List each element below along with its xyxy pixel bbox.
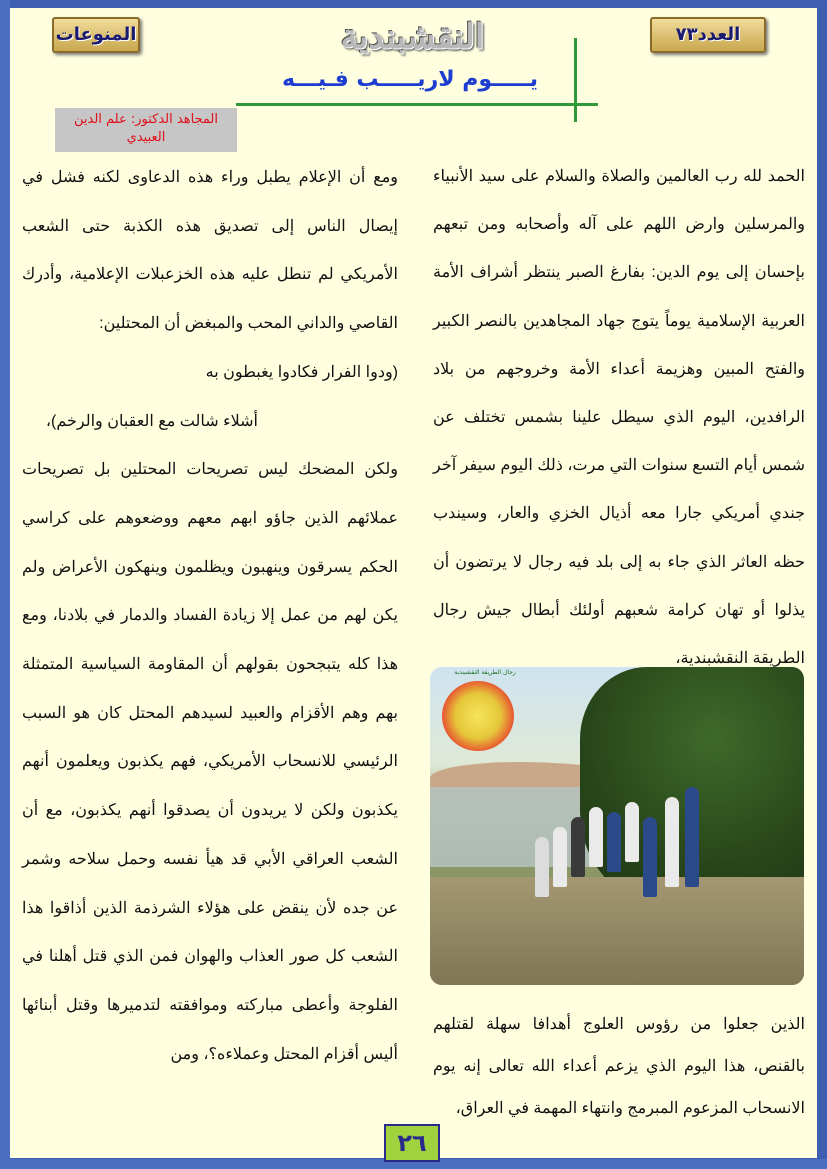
section-badge: المنوعات bbox=[52, 17, 140, 53]
paragraph: ومع أن الإعلام يطبل وراء هذه الدعاوى لكنه فشل في إيصال الناس إلى تصديق هذه الكذبة حتى الشعب الأمريكي لم تنطل عليه هذه الخزعبلات الإعلامية، وأدرك القاصي والداني المحب والمبغض أن المحتلين: bbox=[22, 169, 398, 333]
logo-caption: رجال الطريقة النقشبندية bbox=[454, 669, 516, 676]
fighters-photo bbox=[430, 667, 804, 985]
page-number: ٢٦ bbox=[384, 1124, 440, 1162]
magazine-masthead: النقشبندية bbox=[340, 17, 485, 57]
verse-line: (ودوا الفرار فكادوا يغبطون به bbox=[205, 363, 398, 381]
paragraph: الذين جعلوا من رؤوس العلوج أهدافا سهلة لقتلهم بالقنص، هذا اليوم الذي يزعم أعداء الله تعالى إنه يوم الانسحاب المزعوم المبرمج وانتهاء المهمة في العراق، bbox=[433, 1016, 805, 1117]
green-rule-horizontal bbox=[236, 103, 598, 106]
article-title: يـــــوم لاريـــــب فـيـــه bbox=[281, 67, 539, 92]
paragraph: الحمد لله رب العالمين والصلاة والسلام على سيد الأنبياء والمرسلين وارض اللهم على آله وأصحابه ومن تبعهم بإحسان إلى يوم الدين: بفارغ الصبر ينتظر أشراف الأمة العربية الإسلامية يوماً يتوج جهاد المجاهدين بالنصر الكبير والفتح المبين وهزيمة أعداء الأمة وخروجهم من بلاد الرافدين، اليوم الذي سيطل علينا بشمس تختلف عن شمس أيام التسع سنوات التي مرت، ذلك اليوم سيفر آخر جندي أمريكي جارا معه أذيال الخزي والعار، وسيندب حظه العاثر الذي جاء به إلى بلد فيه رجال لا يرتضون أن يذلوا أو تهان كرامة شعبهم أولئك أبطال جيش رجال الطريقة النقشبندية، bbox=[433, 168, 805, 668]
photo-group bbox=[525, 777, 725, 917]
left-border bbox=[0, 0, 10, 1169]
left-column bbox=[22, 154, 398, 1079]
author-label: المجاهد الدكتور: علم الدين العبيدي bbox=[55, 108, 237, 152]
organization-logo bbox=[442, 681, 514, 751]
right-column bbox=[433, 153, 805, 683]
paragraph: ولكن المضحك ليس تصريحات المحتلين بل تصريحات عملائهم الذين جاؤو ابهم معهم ووضعوهم على كراسي الحكم يسرقون وينهبون ويظلمون وينهكون الأعراض ولم يكن لهم من عمل إلا زيادة الفساد والدمار في بلادنا، ومع هذا كله يتبجحون بقولهم أن المقاومة السياسية المتمثلة بهم وهم الأقزام والعبيد لسيدهم المحتل كان هو السبب الرئيسي للانسحاب الأمريكي، فهم يكذبون ويعلمون أنهم يكذبون ولكن لا يريدون أن يصدقوا أنهم يكذبون، مع أن الشعب العراقي الأبي قد هيأ نفسه وحمل سلاحه وشمر عن جده لأن ينقض على هؤلاء الشرذمة الذين أذاقوا هذا الشعب كل صور العذاب والهوان فمن الذي قتل أهلنا في الفلوجة وأعطى مباركته وموافقته لتدميرها وقتل أبنائها أليس أقزام المحتل وعملاءه؟، ومن bbox=[22, 461, 399, 1063]
issue-badge: العدد٧٣ bbox=[650, 17, 766, 53]
right-column-bottom bbox=[433, 1004, 805, 1130]
verse-line: أشلاء شالت مع العقبان والرخم)، bbox=[45, 412, 258, 430]
